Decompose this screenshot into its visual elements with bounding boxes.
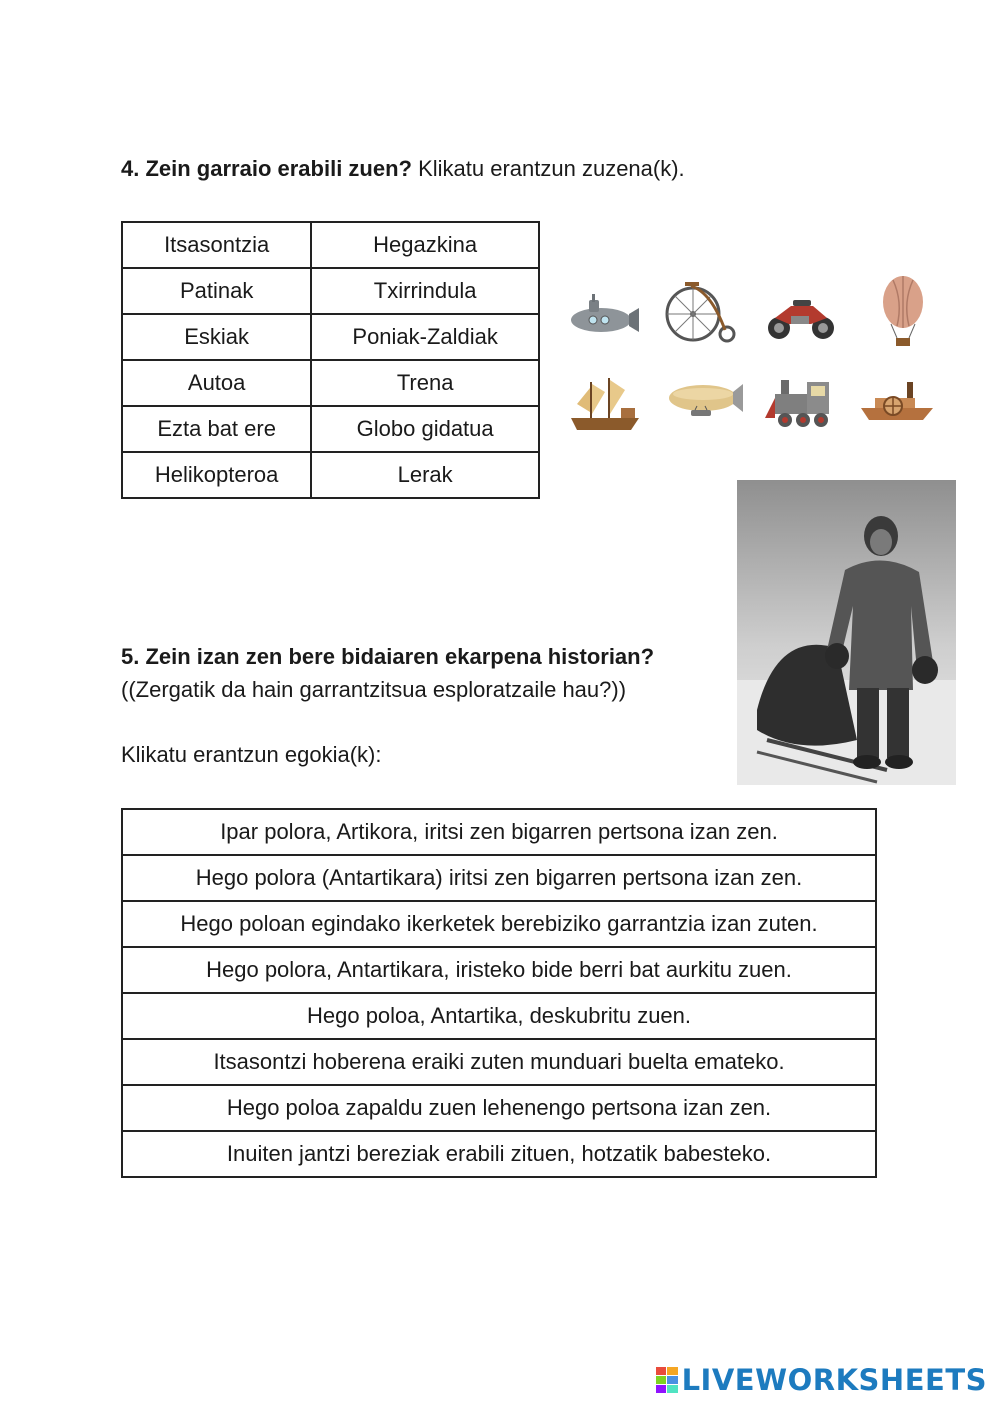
- answer-option[interactable]: Hego polora, Antartikara, iristeko bide berri bat aurkitu zuen.: [122, 947, 876, 993]
- table-row: [122, 222, 539, 268]
- option-trena[interactable]: Trena: [311, 360, 539, 406]
- question-4-title-bold: 4. Zein garraio erabili zuen?: [121, 156, 412, 181]
- penny-farthing-bicycle-icon: [661, 272, 741, 352]
- answer-option[interactable]: Hego polora (Antartikara) iritsi zen bigarren pertsona izan zen.: [122, 855, 876, 901]
- steam-train-icon: [761, 368, 841, 438]
- answer-option[interactable]: Hego poloan egindako ikerketek berebiziko garrantzia izan zuten.: [122, 901, 876, 947]
- liveworksheets-logo-icon: [656, 1367, 678, 1393]
- option-ezta-bat-ere[interactable]: Ezta bat ere: [122, 406, 311, 452]
- table-row: [122, 1131, 876, 1177]
- option-poniak-zaldiak[interactable]: Poniak-Zaldiak: [311, 314, 539, 360]
- question-5-title: [121, 643, 654, 671]
- question-4-options-table: [121, 221, 540, 499]
- transport-icons-group: [565, 272, 945, 442]
- question-5-options-table: [121, 808, 877, 1178]
- explorer-photo: [737, 480, 956, 785]
- table-row: [122, 993, 876, 1039]
- table-row: [122, 314, 539, 360]
- table-row: [122, 360, 539, 406]
- airship-icon: [665, 368, 745, 438]
- option-itsasontzia[interactable]: Itsasontzia: [122, 222, 311, 268]
- liveworksheets-logo-text: LIVEWORKSHEETS: [681, 1363, 987, 1397]
- option-helikopteroa[interactable]: Helikopteroa: [122, 452, 311, 498]
- table-row: [122, 268, 539, 314]
- option-txirrindula[interactable]: Txirrindula: [311, 268, 539, 314]
- submarine-icon: [565, 280, 645, 350]
- answer-option[interactable]: Hego poloa, Antartika, deskubritu zuen.: [122, 993, 876, 1039]
- sailing-ship-icon: [565, 368, 645, 438]
- table-row: [122, 1085, 876, 1131]
- question-5-instruction: Klikatu erantzun egokia(k):: [121, 742, 382, 767]
- hot-air-balloon-icon: [863, 272, 943, 352]
- question-5-title-bold: 5. Zein izan zen bere bidaiaren ekarpena historian?: [121, 644, 655, 669]
- table-row: [122, 947, 876, 993]
- answer-option[interactable]: Inuiten jantzi bereziak erabili zituen, hotzatik babesteko.: [122, 1131, 876, 1177]
- option-eskiak[interactable]: Eskiak: [122, 314, 311, 360]
- paddle-steamer-icon: [857, 368, 937, 438]
- motorcycle-icon: [761, 282, 841, 352]
- option-autoa[interactable]: Autoa: [122, 360, 311, 406]
- table-row: [122, 901, 876, 947]
- option-globo-gidatua[interactable]: Globo gidatua: [311, 406, 539, 452]
- table-row: [122, 1039, 876, 1085]
- option-lerak[interactable]: Lerak: [311, 452, 539, 498]
- option-patinak[interactable]: Patinak: [122, 268, 311, 314]
- option-hegazkina[interactable]: Hegazkina: [311, 222, 539, 268]
- answer-option[interactable]: Hego poloa zapaldu zuen lehenengo pertsona izan zen.: [122, 1085, 876, 1131]
- answer-option[interactable]: Itsasontzi hoberena eraiki zuten munduari buelta emateko.: [122, 1039, 876, 1085]
- answer-option[interactable]: Ipar polora, Artikora, iritsi zen bigarren pertsona izan zen.: [122, 809, 876, 855]
- table-row: [122, 452, 539, 498]
- question-4-title-instruction: Klikatu erantzun zuzena(k).: [411, 156, 685, 181]
- table-row: [122, 855, 876, 901]
- question-5-subtitle: ((Zergatik da hain garrantzitsua esploratzaile hau?)): [121, 677, 627, 702]
- liveworksheets-logo: [656, 1362, 987, 1398]
- table-row: [122, 809, 876, 855]
- table-row: [122, 406, 539, 452]
- question-4-title: [121, 155, 685, 183]
